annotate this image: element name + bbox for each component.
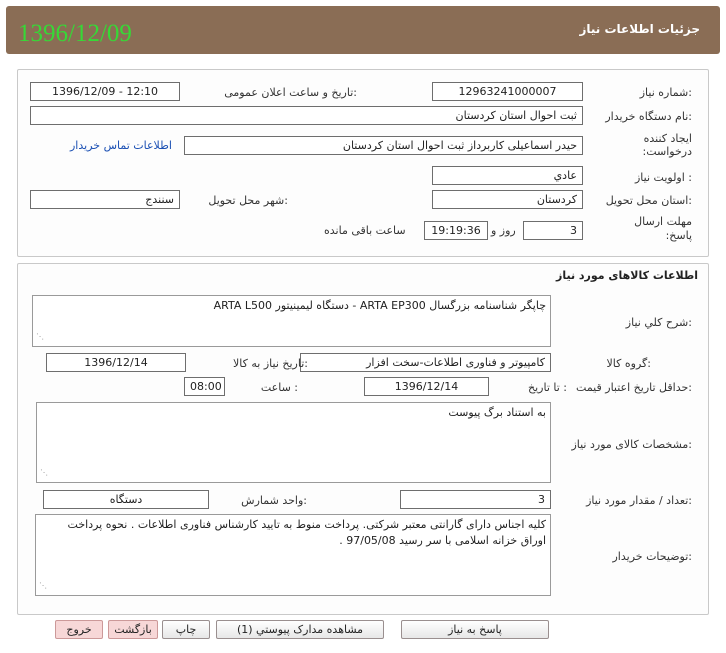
buyer-notes-label: توضیحات خریدار: bbox=[612, 550, 692, 563]
print-button[interactable]: چاپ bbox=[162, 620, 210, 639]
requester-label: ایجاد کننده درخواست: bbox=[642, 132, 692, 158]
hour-label: ساعت : bbox=[260, 381, 298, 394]
buyer-org-label: نام دستگاه خریدار: bbox=[605, 110, 692, 123]
need-number-field: 12963241000007 bbox=[432, 82, 583, 101]
specs-field bbox=[36, 402, 551, 483]
need-number-label: شماره نیاز: bbox=[639, 86, 692, 99]
need-date-label: تاریخ نیاز به کالا: bbox=[233, 357, 308, 370]
page-title: جزئیات اطلاعات نیاز bbox=[579, 22, 700, 36]
group-label: گروه کالا: bbox=[606, 357, 651, 370]
stamp-date: 1396/12/09 bbox=[18, 20, 132, 47]
back-button[interactable]: بازگشت bbox=[108, 620, 158, 639]
city-label: شهر محل تحویل: bbox=[208, 194, 288, 207]
goods-section-title: اطلاعات کالاهای مورد نیاز bbox=[556, 269, 698, 282]
qty-label: تعداد / مقدار مورد نیاز: bbox=[586, 494, 692, 507]
need-info-panel bbox=[17, 69, 709, 257]
deadline-time-field: 19:19:36 bbox=[424, 221, 488, 240]
need-date-field: 1396/12/14 bbox=[46, 353, 186, 372]
summary-label: شرح كلي نياز: bbox=[625, 316, 692, 329]
province-label: استان محل تحویل: bbox=[605, 194, 692, 207]
buyer-org-field: ثبت احوال استان کردستان bbox=[30, 106, 583, 125]
deadline-label: مهلت ارسال پاسخ: bbox=[634, 215, 692, 242]
days-word: روز و bbox=[491, 224, 516, 237]
goods-panel bbox=[17, 263, 709, 615]
deadline-days-field: 3 bbox=[523, 221, 583, 240]
buyer-notes-field bbox=[35, 514, 551, 596]
remaining-word: ساعت باقی مانده bbox=[324, 224, 406, 237]
summary-text: چاپگر شناسنامه بزرگسال ARTA EP300 - دستگاه لیمینیتور ARTA L500 bbox=[213, 299, 546, 312]
unit-field: دستگاه bbox=[43, 490, 209, 509]
view-attachments-button[interactable]: مشاهده مدارک پیوستي (1) bbox=[216, 620, 384, 639]
city-field: سنندج bbox=[30, 190, 180, 209]
until-date-field: 1396/12/14 bbox=[364, 377, 489, 396]
buyer-contact-link[interactable]: اطلاعات تماس خریدار bbox=[70, 139, 172, 152]
unit-label: واحد شمارش: bbox=[241, 494, 307, 507]
page-header bbox=[6, 6, 720, 54]
requester-field: حیدر اسماعیلی کاربرداز ثبت احوال استان کردستان bbox=[184, 136, 583, 155]
resize-grip-icon: ⋰ bbox=[40, 468, 48, 477]
specs-text: به استناد برگ پیوست bbox=[448, 406, 546, 419]
specs-label: مشخصات کالای مورد نیاز: bbox=[571, 438, 692, 451]
qty-field: 3 bbox=[400, 490, 551, 509]
resize-grip-icon: ⋰ bbox=[36, 332, 44, 341]
until-date-label: تا تاریخ : bbox=[528, 381, 567, 394]
min-validity-label: حداقل تاریخ اعتبار قیمت: bbox=[576, 381, 692, 394]
province-field: کردستان bbox=[432, 190, 583, 209]
announce-date-field: 1396/12/09 - 12:10 bbox=[30, 82, 180, 101]
priority-label: اولویت نیاز : bbox=[634, 171, 692, 184]
priority-field: عادي bbox=[432, 166, 583, 185]
respond-button[interactable]: پاسخ به نیاز bbox=[401, 620, 549, 639]
hour-field: 08:00 bbox=[184, 377, 225, 396]
group-field: کامپیوتر و فناوری اطلاعات-سخت افزار bbox=[300, 353, 551, 372]
announce-date-label: تاریخ و ساعت اعلان عمومی: bbox=[224, 86, 357, 99]
buyer-notes-text: کلیه اجناس دارای گارانتی معتبر شرکتی. پرداخت منوط به تایید کارشناس فناوری اطلاعات . نحوه پرداخت اوراق خزانه اسلامی با سر رسید 97/05/08 . bbox=[67, 518, 546, 547]
summary-field bbox=[32, 295, 551, 347]
resize-grip-icon: ⋰ bbox=[39, 581, 47, 590]
exit-button[interactable]: خروج bbox=[55, 620, 103, 639]
